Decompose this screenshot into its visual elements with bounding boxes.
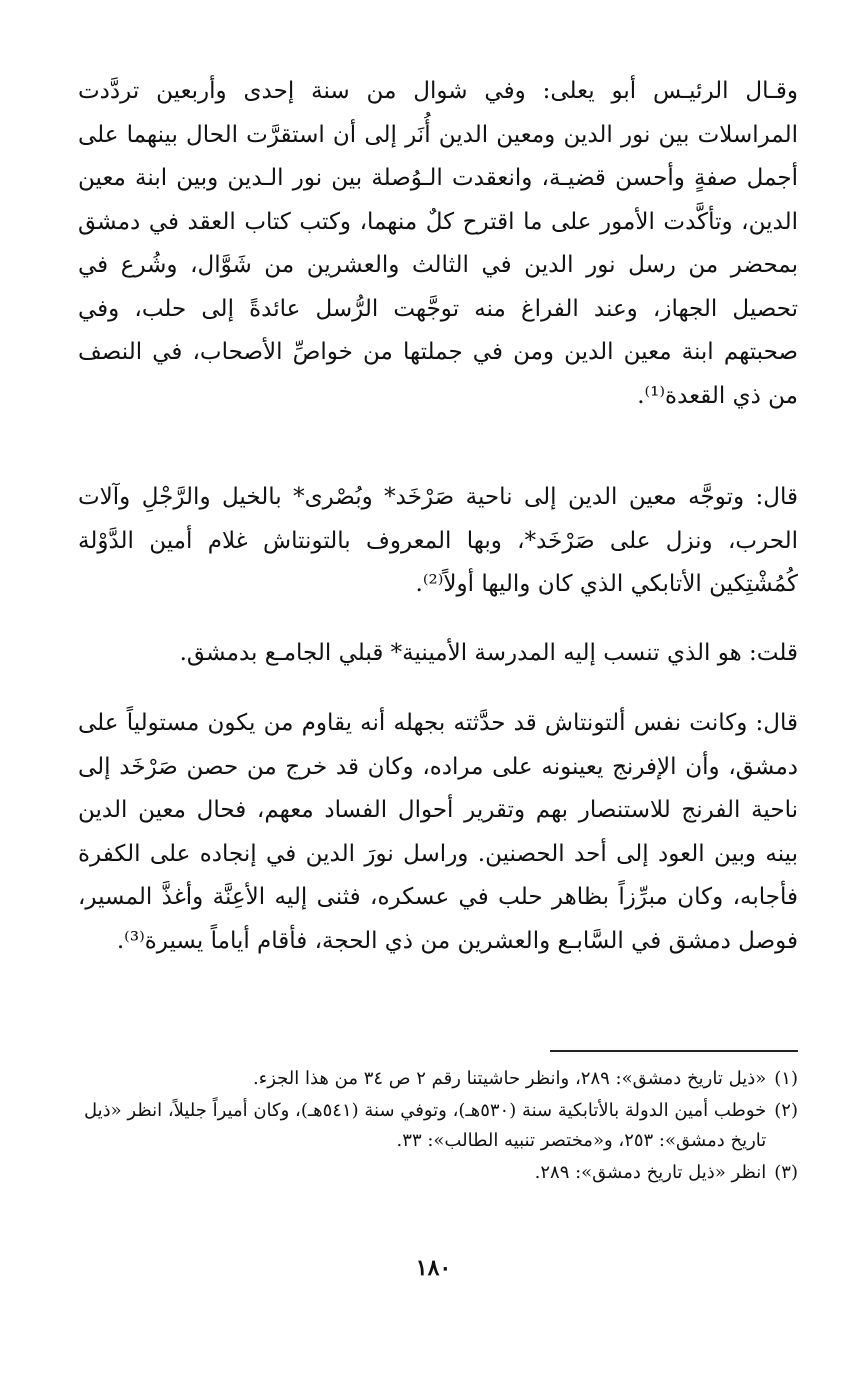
footnote-text: «ذيل تاريخ دمشق»: ٢٨٩، وانظر حاشيتنا رقم ٢ ص ٣٤ من هذا الجزء. [253, 1068, 767, 1089]
footnote-text: خوطب أمين الدولة بالأتابكية سنة (٥٣٠هـ)، وتوفي سنة (٥٤١هـ)، وكان أميراً جليلاً، انظر «ذيل تاريخ دمشق»: ٢٥٣، و«مختصر تنبيه الطالب»: ٣٣. [84, 1100, 767, 1151]
footnote-number: (١) [774, 1068, 798, 1089]
footnote-divider [550, 1050, 798, 1052]
main-text [78, 70, 798, 1017]
footnote-1 [78, 1064, 798, 1094]
footnote-text: انظر «ذيل تاريخ دمشق»: ٢٨٩. [534, 1162, 767, 1183]
paragraph-1: وقـال الرئيـس أبو يعلى: وفي شوال من سنة إحدى وأربعين تردَّدت المراسلات بين نور الدين ومعين الدين أُنَر إلى أن استقرَّت الحال بينهما على أجمل صفةٍ وأحسن قضيـة، وانعقدت الـوُصلة بين نور الـدين وبين ابنة معين الدين، وتأكَّدت الأمور على ما اقترح كلٌ منهما، وكتب كتاب العقد في دمشق بمحضر من رسل نور الدين في الثالث والعشرين من شَوَّال، وشُرع في تحصيل الجهاز، وعند الفراغ منه توجَّهت الرُّسل عائدةً إلى حلب، وفي صحبتهم ابنة معين الدين ومن في جملتها من خواصِّ الأصحاب، في النصف من ذي القعدة⁽¹⁾. [78, 78, 798, 409]
paragraph-4: قال: وكانت نفس ألتونتاش قد حدَّثته بجهله أنه يقاوم من يكون مستولياً على دمشق، وأن الإفرنج يعينونه على مراده، وكان قد خرج من حصن صَرْخَد إلى ناحية الفرنج للاستنصار بهم وتقرير أحوال الفساد معهم، فحال معين الدين بينه وبين العود إلى أحد الحصنين. وراسل نورَ الدين في إنجاده على الكفرة فأجابه، وكان مبرِّزاً بظاهر حلب في عسكره، فثنى إليه الأعِنَّة وأغذَّ المسير، فوصل دمشق في السَّابـع والعشرين من ذي الحجة، فأقام أياماً يسيرة⁽³⁾. [78, 710, 798, 954]
page-number: ١٨٠ [415, 1255, 452, 1281]
footnote-number: (٢) [774, 1100, 798, 1121]
footnote-2 [78, 1096, 798, 1156]
paragraph-2: قال: وتوجَّه معين الدين إلى ناحية صَرْخَد* وبُصْرى* بالخيل والرَّجْلِ وآلات الحرب، ونزل على صَرْخَد*، وبها المعروف بالتونتاش غلام أمين الدَّوْلة كُمُشْتِكين الأتابكي الذي كان واليها أولاً⁽²⁾. [78, 484, 798, 597]
paragraph-3: قلت: هو الذي تنسب إليه المدرسة الأمينية* قبلي الجامـع بدمشق. [179, 640, 798, 666]
footnote-number: (٣) [774, 1162, 798, 1183]
footnotes-section [78, 1050, 798, 1190]
footnote-3 [78, 1158, 798, 1188]
